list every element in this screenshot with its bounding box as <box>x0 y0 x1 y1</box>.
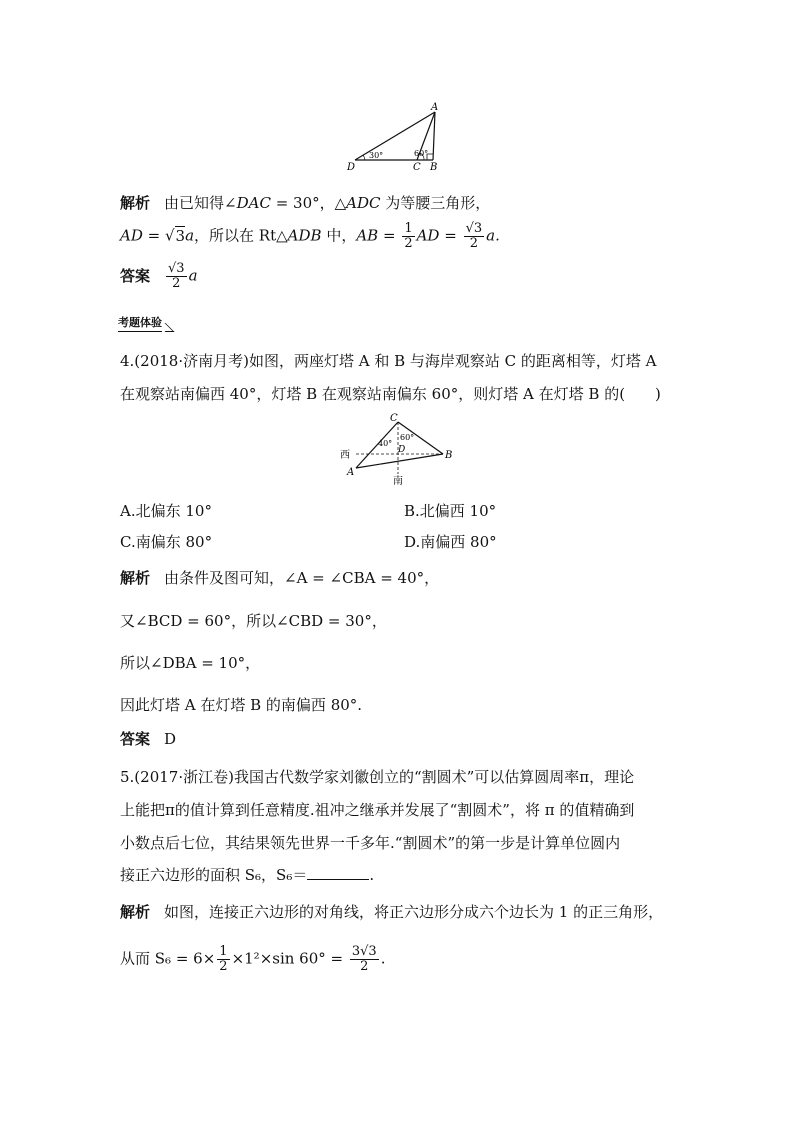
option-b: B.北偏西 10° <box>404 502 497 520</box>
angle-label-60: 60° <box>414 149 429 158</box>
fraction-3root3-over-2: $\frac{3√3}{2}$ <box>351 944 377 974</box>
answer-4 <box>120 728 176 749</box>
question-4-line-2: 在观察站南偏西 40°，灯塔 B 在观察站南偏东 60°，则灯塔 A 在灯塔 B 的( ) <box>120 385 661 403</box>
segment-ab <box>356 454 443 468</box>
label-b: B <box>445 450 453 461</box>
option-c: C.南偏东 80° <box>120 533 213 551</box>
label-a: A <box>347 467 355 478</box>
answer-blank <box>307 867 369 880</box>
answer-1: 答案 $\frac{√3}{2}$ a <box>120 261 198 291</box>
option-a: A.北偏东 10° <box>120 502 212 520</box>
label-c: C <box>413 162 421 173</box>
triangle-figure-1 <box>340 100 450 175</box>
label-c: C <box>390 413 398 424</box>
solution-4-line-1: 解析 由条件及图可知，∠A = ∠CBA = 40°， <box>120 569 440 587</box>
fraction-root3-over-2: $\frac{√3}{2}$ <box>465 221 483 251</box>
section-tag: 考题体验 <box>118 314 162 332</box>
label-south: 南 <box>393 476 403 487</box>
lighthouse-figure <box>338 412 460 490</box>
solution-5-line-2: 从而 S₆ = 6× $\frac{1}{2}$ ×1²×sin 60° = $\frac{3√3}{2}$ . <box>120 944 386 974</box>
answer-value: D <box>164 730 177 748</box>
question-4-line-1: 4.(2018·济南月考)如图，两座灯塔 A 和 B 与海岸观察站 C 的距离相等，灯塔 A <box>120 352 657 370</box>
solution-label: 解析 <box>120 903 151 921</box>
question-5-line-2: 上能把π的值计算到任意精度.祖冲之继承并发展了“割圆术”，将 π 的值精确到 <box>120 801 635 819</box>
fraction-half: $\frac{1}{2}$ <box>404 221 413 251</box>
answer-fraction: $\frac{√3}{2}$ <box>168 261 185 291</box>
answer-label: 答案 <box>120 730 151 748</box>
question-5-line-1: 5.(2017·浙江卷)我国古代数学家刘徽创立的“割圆术”可以估算圆周率π，理论 <box>120 768 635 786</box>
label-d: D <box>347 162 356 173</box>
fraction-half: $\frac{1}{2}$ <box>219 944 228 974</box>
solution-5-line-1: 解析 如图，连接正六边形的对角线，将正六边形分成六个边长为 1 的正三角形， <box>120 903 664 921</box>
angle-label-60: 60° <box>400 433 415 442</box>
label-d: D <box>398 445 406 455</box>
solution-4-line-2: 又∠BCD = 60°，所以∠CBD = 30°， <box>120 612 387 630</box>
label-a: A <box>431 102 439 113</box>
solution-1-line-2: AD = √3a，所以在 Rt△ADB 中，AB = $\frac{1}{2}$ AD = $\frac{√3}{2}$ a. <box>120 221 500 251</box>
label-b: B <box>430 162 438 173</box>
solution-4-line-3: 所以∠DBA = 10°， <box>120 654 261 672</box>
answer-label: 答案 <box>120 266 151 285</box>
angle-arc-d <box>363 155 365 160</box>
solution-label: 解析 <box>120 194 151 212</box>
question-5-line-3: 小数点后七位，其结果领先世界一千多年.“割圆术”的第一步是计算单位圆内 <box>120 834 621 852</box>
solution-4-line-4: 因此灯塔 A 在灯塔 B 的南偏西 80°. <box>120 696 363 714</box>
label-west: 西 <box>340 450 350 461</box>
angle-label-40: 40° <box>378 439 393 448</box>
angle-label-30: 30° <box>369 151 384 160</box>
option-d: D.南偏西 80° <box>404 533 497 551</box>
segment-ab <box>433 112 435 160</box>
question-5-line-4: 接正六边形的面积 S₆，S₆＝ . <box>120 866 375 884</box>
solution-label: 解析 <box>120 569 151 587</box>
solution-1-line-1: 解析 由已知得∠DAC = 30°，△ADC 为等腰三角形， <box>120 194 491 212</box>
